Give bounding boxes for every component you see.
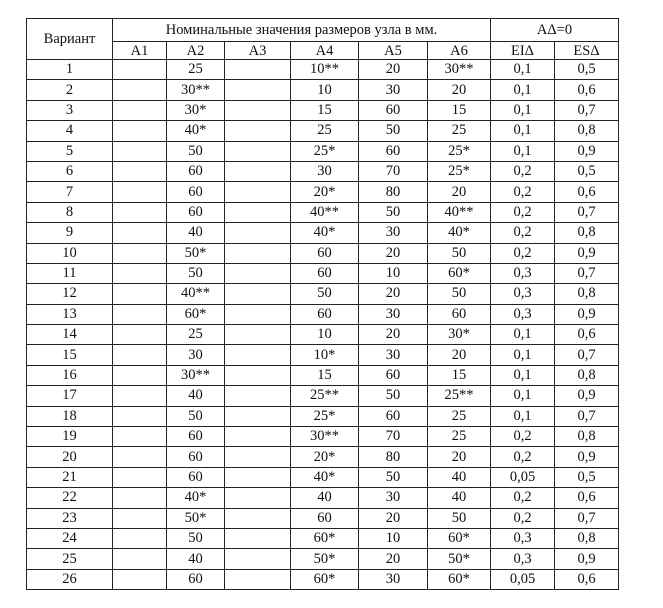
table-row bbox=[27, 121, 619, 141]
a3-cell bbox=[225, 100, 291, 120]
a1-cell bbox=[113, 447, 167, 467]
table-row bbox=[27, 325, 619, 345]
ei-cell: 0,1 bbox=[491, 121, 555, 141]
ei-cell: 0,2 bbox=[491, 447, 555, 467]
a6-cell: 25 bbox=[428, 121, 491, 141]
a2-cell: 40* bbox=[167, 488, 225, 508]
ei-cell: 0,1 bbox=[491, 386, 555, 406]
a5-cell: 30 bbox=[359, 304, 428, 324]
a5-cell: 30 bbox=[359, 488, 428, 508]
ei-cell: 0,3 bbox=[491, 304, 555, 324]
a4-cell: 10** bbox=[291, 60, 359, 80]
a3-cell bbox=[225, 386, 291, 406]
variant-cell: 22 bbox=[27, 488, 113, 508]
a1-cell bbox=[113, 263, 167, 283]
table-row bbox=[27, 427, 619, 447]
a6-cell: 40** bbox=[428, 202, 491, 222]
a4-cell: 40* bbox=[291, 467, 359, 487]
a3-cell bbox=[225, 161, 291, 181]
ei-cell: 0,2 bbox=[491, 508, 555, 528]
variant-cell: 12 bbox=[27, 284, 113, 304]
a5-cell: 30 bbox=[359, 569, 428, 589]
a5-cell: 20 bbox=[359, 508, 428, 528]
a6-cell: 60* bbox=[428, 569, 491, 589]
a4-cell: 15 bbox=[291, 365, 359, 385]
a6-cell: 25 bbox=[428, 427, 491, 447]
table-row bbox=[27, 386, 619, 406]
a6-cell: 50* bbox=[428, 549, 491, 569]
variant-cell: 2 bbox=[27, 80, 113, 100]
a1-cell bbox=[113, 161, 167, 181]
a4-cell: 10* bbox=[291, 345, 359, 365]
a2-cell: 40 bbox=[167, 386, 225, 406]
a1-cell bbox=[113, 467, 167, 487]
a2-cell: 25 bbox=[167, 60, 225, 80]
a2-cell: 50 bbox=[167, 141, 225, 161]
a6-cell: 15 bbox=[428, 100, 491, 120]
a1-cell bbox=[113, 202, 167, 222]
variant-cell: 1 bbox=[27, 60, 113, 80]
a5-cell: 60 bbox=[359, 100, 428, 120]
table-row bbox=[27, 406, 619, 426]
a1-cell bbox=[113, 304, 167, 324]
a4-cell: 50* bbox=[291, 549, 359, 569]
column-header-a1: А1 bbox=[113, 42, 167, 60]
a3-cell bbox=[225, 569, 291, 589]
a3-cell bbox=[225, 467, 291, 487]
a4-cell: 20* bbox=[291, 182, 359, 202]
a6-cell: 25** bbox=[428, 386, 491, 406]
a1-cell bbox=[113, 427, 167, 447]
table-row bbox=[27, 304, 619, 324]
column-header-a2: А2 bbox=[167, 42, 225, 60]
es-cell: 0,8 bbox=[555, 528, 619, 548]
ei-cell: 0,2 bbox=[491, 488, 555, 508]
a6-cell: 20 bbox=[428, 345, 491, 365]
a2-cell: 60 bbox=[167, 182, 225, 202]
table-row bbox=[27, 488, 619, 508]
a2-cell: 30 bbox=[167, 345, 225, 365]
ei-cell: 0,1 bbox=[491, 345, 555, 365]
a3-cell bbox=[225, 243, 291, 263]
a2-cell: 60 bbox=[167, 161, 225, 181]
a3-cell bbox=[225, 549, 291, 569]
a4-cell: 60 bbox=[291, 243, 359, 263]
a2-cell: 40* bbox=[167, 121, 225, 141]
a1-cell bbox=[113, 549, 167, 569]
column-header-ei: EIΔ bbox=[491, 42, 555, 60]
a5-cell: 80 bbox=[359, 447, 428, 467]
es-cell: 0,6 bbox=[555, 80, 619, 100]
variant-cell: 10 bbox=[27, 243, 113, 263]
a1-cell bbox=[113, 121, 167, 141]
a1-cell bbox=[113, 508, 167, 528]
es-cell: 0,5 bbox=[555, 161, 619, 181]
ei-cell: 0,1 bbox=[491, 325, 555, 345]
a2-cell: 40 bbox=[167, 549, 225, 569]
ei-cell: 0,3 bbox=[491, 263, 555, 283]
table-row bbox=[27, 569, 619, 589]
a1-cell bbox=[113, 528, 167, 548]
a6-cell: 40 bbox=[428, 488, 491, 508]
es-cell: 0,7 bbox=[555, 202, 619, 222]
a4-cell: 20* bbox=[291, 447, 359, 467]
table-row bbox=[27, 284, 619, 304]
ei-cell: 0,1 bbox=[491, 80, 555, 100]
a4-cell: 10 bbox=[291, 80, 359, 100]
variant-cell: 20 bbox=[27, 447, 113, 467]
a4-cell: 25* bbox=[291, 141, 359, 161]
a3-cell bbox=[225, 202, 291, 222]
a6-cell: 25* bbox=[428, 161, 491, 181]
a6-cell: 40 bbox=[428, 467, 491, 487]
table-row bbox=[27, 182, 619, 202]
ei-cell: 0,3 bbox=[491, 549, 555, 569]
variant-cell: 5 bbox=[27, 141, 113, 161]
es-cell: 0,7 bbox=[555, 263, 619, 283]
a3-cell bbox=[225, 60, 291, 80]
a1-cell bbox=[113, 345, 167, 365]
a2-cell: 60 bbox=[167, 427, 225, 447]
ei-cell: 0,2 bbox=[491, 427, 555, 447]
variant-cell: 24 bbox=[27, 528, 113, 548]
a4-cell: 60 bbox=[291, 263, 359, 283]
a6-cell: 20 bbox=[428, 447, 491, 467]
a4-cell: 40 bbox=[291, 488, 359, 508]
a4-cell: 25* bbox=[291, 406, 359, 426]
a3-cell bbox=[225, 182, 291, 202]
variant-cell: 21 bbox=[27, 467, 113, 487]
a5-cell: 60 bbox=[359, 406, 428, 426]
variant-cell: 3 bbox=[27, 100, 113, 120]
a2-cell: 60 bbox=[167, 447, 225, 467]
tolerance-header: АΔ=0 bbox=[491, 19, 619, 42]
a6-cell: 50 bbox=[428, 243, 491, 263]
a6-cell: 25* bbox=[428, 141, 491, 161]
ei-cell: 0,05 bbox=[491, 569, 555, 589]
a2-cell: 30** bbox=[167, 365, 225, 385]
a2-cell: 30** bbox=[167, 80, 225, 100]
variant-cell: 15 bbox=[27, 345, 113, 365]
variant-cell: 4 bbox=[27, 121, 113, 141]
table-row bbox=[27, 141, 619, 161]
ei-cell: 0,05 bbox=[491, 467, 555, 487]
column-header-a3: А3 bbox=[225, 42, 291, 60]
a3-cell bbox=[225, 263, 291, 283]
ei-cell: 0,1 bbox=[491, 100, 555, 120]
column-header-a5: А5 bbox=[359, 42, 428, 60]
table-row bbox=[27, 345, 619, 365]
a6-cell: 60* bbox=[428, 528, 491, 548]
es-cell: 0,8 bbox=[555, 284, 619, 304]
a5-cell: 60 bbox=[359, 141, 428, 161]
es-cell: 0,8 bbox=[555, 427, 619, 447]
a4-cell: 30 bbox=[291, 161, 359, 181]
es-cell: 0,6 bbox=[555, 488, 619, 508]
es-cell: 0,9 bbox=[555, 141, 619, 161]
a6-cell: 60* bbox=[428, 263, 491, 283]
a3-cell bbox=[225, 284, 291, 304]
a2-cell: 40** bbox=[167, 284, 225, 304]
table-row bbox=[27, 202, 619, 222]
table-row bbox=[27, 508, 619, 528]
es-cell: 0,9 bbox=[555, 549, 619, 569]
a2-cell: 25 bbox=[167, 325, 225, 345]
nominal-values-header: Номинальные значения размеров узла в мм. bbox=[113, 19, 491, 42]
dimensions-table-container bbox=[26, 18, 619, 590]
dimensions-table bbox=[26, 18, 619, 590]
column-header-a4: А4 bbox=[291, 42, 359, 60]
a3-cell bbox=[225, 304, 291, 324]
column-header-es: ESΔ bbox=[555, 42, 619, 60]
es-cell: 0,9 bbox=[555, 447, 619, 467]
a5-cell: 50 bbox=[359, 467, 428, 487]
a3-cell bbox=[225, 427, 291, 447]
variant-cell: 7 bbox=[27, 182, 113, 202]
a4-cell: 60* bbox=[291, 569, 359, 589]
a6-cell: 30** bbox=[428, 60, 491, 80]
a4-cell: 10 bbox=[291, 325, 359, 345]
a4-cell: 60 bbox=[291, 508, 359, 528]
a1-cell bbox=[113, 182, 167, 202]
a6-cell: 15 bbox=[428, 365, 491, 385]
a3-cell bbox=[225, 80, 291, 100]
variant-cell: 16 bbox=[27, 365, 113, 385]
a5-cell: 30 bbox=[359, 80, 428, 100]
ei-cell: 0,1 bbox=[491, 365, 555, 385]
table-row bbox=[27, 100, 619, 120]
es-cell: 0,9 bbox=[555, 386, 619, 406]
variant-cell: 11 bbox=[27, 263, 113, 283]
table-body bbox=[27, 60, 619, 590]
a5-cell: 50 bbox=[359, 202, 428, 222]
a1-cell bbox=[113, 386, 167, 406]
es-cell: 0,5 bbox=[555, 60, 619, 80]
a4-cell: 30** bbox=[291, 427, 359, 447]
table-row bbox=[27, 243, 619, 263]
variant-cell: 19 bbox=[27, 427, 113, 447]
variant-cell: 8 bbox=[27, 202, 113, 222]
a5-cell: 10 bbox=[359, 263, 428, 283]
a1-cell bbox=[113, 100, 167, 120]
es-cell: 0,8 bbox=[555, 365, 619, 385]
a2-cell: 30* bbox=[167, 100, 225, 120]
a5-cell: 10 bbox=[359, 528, 428, 548]
a5-cell: 60 bbox=[359, 365, 428, 385]
a4-cell: 60* bbox=[291, 528, 359, 548]
a4-cell: 25** bbox=[291, 386, 359, 406]
a3-cell bbox=[225, 223, 291, 243]
a2-cell: 60 bbox=[167, 467, 225, 487]
a3-cell bbox=[225, 508, 291, 528]
table-row bbox=[27, 528, 619, 548]
a5-cell: 30 bbox=[359, 345, 428, 365]
a1-cell bbox=[113, 223, 167, 243]
variant-cell: 18 bbox=[27, 406, 113, 426]
table-row bbox=[27, 60, 619, 80]
table-row bbox=[27, 161, 619, 181]
es-cell: 0,8 bbox=[555, 223, 619, 243]
variant-cell: 6 bbox=[27, 161, 113, 181]
es-cell: 0,7 bbox=[555, 345, 619, 365]
a3-cell bbox=[225, 121, 291, 141]
a4-cell: 40** bbox=[291, 202, 359, 222]
ei-cell: 0,2 bbox=[491, 243, 555, 263]
a6-cell: 30* bbox=[428, 325, 491, 345]
a5-cell: 30 bbox=[359, 223, 428, 243]
es-cell: 0,8 bbox=[555, 121, 619, 141]
a5-cell: 20 bbox=[359, 243, 428, 263]
ei-cell: 0,3 bbox=[491, 284, 555, 304]
es-cell: 0,5 bbox=[555, 467, 619, 487]
variant-cell: 26 bbox=[27, 569, 113, 589]
a3-cell bbox=[225, 406, 291, 426]
ei-cell: 0,1 bbox=[491, 406, 555, 426]
a4-cell: 50 bbox=[291, 284, 359, 304]
variant-cell: 9 bbox=[27, 223, 113, 243]
a1-cell bbox=[113, 284, 167, 304]
es-cell: 0,6 bbox=[555, 182, 619, 202]
a3-cell bbox=[225, 528, 291, 548]
ei-cell: 0,1 bbox=[491, 141, 555, 161]
a1-cell bbox=[113, 60, 167, 80]
a2-cell: 50* bbox=[167, 243, 225, 263]
variant-cell: 17 bbox=[27, 386, 113, 406]
ei-cell: 0,3 bbox=[491, 528, 555, 548]
table-row bbox=[27, 467, 619, 487]
ei-cell: 0,2 bbox=[491, 161, 555, 181]
a5-cell: 20 bbox=[359, 284, 428, 304]
a1-cell bbox=[113, 325, 167, 345]
a5-cell: 20 bbox=[359, 325, 428, 345]
ei-cell: 0,2 bbox=[491, 223, 555, 243]
es-cell: 0,7 bbox=[555, 406, 619, 426]
a1-cell bbox=[113, 406, 167, 426]
es-cell: 0,7 bbox=[555, 100, 619, 120]
a3-cell bbox=[225, 325, 291, 345]
variant-cell: 25 bbox=[27, 549, 113, 569]
a6-cell: 20 bbox=[428, 80, 491, 100]
column-header-a6: А6 bbox=[428, 42, 491, 60]
ei-cell: 0,2 bbox=[491, 182, 555, 202]
a4-cell: 40* bbox=[291, 223, 359, 243]
table-row bbox=[27, 447, 619, 467]
a5-cell: 70 bbox=[359, 427, 428, 447]
table-row bbox=[27, 263, 619, 283]
a1-cell bbox=[113, 141, 167, 161]
a4-cell: 25 bbox=[291, 121, 359, 141]
a2-cell: 50 bbox=[167, 528, 225, 548]
a2-cell: 50 bbox=[167, 263, 225, 283]
es-cell: 0,7 bbox=[555, 508, 619, 528]
a1-cell bbox=[113, 80, 167, 100]
ei-cell: 0,2 bbox=[491, 202, 555, 222]
a2-cell: 50* bbox=[167, 508, 225, 528]
a6-cell: 40* bbox=[428, 223, 491, 243]
ei-cell: 0,1 bbox=[491, 60, 555, 80]
table-row bbox=[27, 223, 619, 243]
a1-cell bbox=[113, 243, 167, 263]
a2-cell: 50 bbox=[167, 406, 225, 426]
a5-cell: 20 bbox=[359, 549, 428, 569]
a2-cell: 60 bbox=[167, 202, 225, 222]
a5-cell: 50 bbox=[359, 121, 428, 141]
a5-cell: 50 bbox=[359, 386, 428, 406]
a3-cell bbox=[225, 488, 291, 508]
a6-cell: 20 bbox=[428, 182, 491, 202]
variant-cell: 14 bbox=[27, 325, 113, 345]
table-row bbox=[27, 365, 619, 385]
variant-cell: 13 bbox=[27, 304, 113, 324]
variant-cell: 23 bbox=[27, 508, 113, 528]
a3-cell bbox=[225, 447, 291, 467]
a6-cell: 50 bbox=[428, 508, 491, 528]
table-row bbox=[27, 80, 619, 100]
es-cell: 0,6 bbox=[555, 569, 619, 589]
a4-cell: 60 bbox=[291, 304, 359, 324]
a1-cell bbox=[113, 488, 167, 508]
a6-cell: 60 bbox=[428, 304, 491, 324]
a1-cell bbox=[113, 569, 167, 589]
es-cell: 0,9 bbox=[555, 243, 619, 263]
variant-header: Вариант bbox=[27, 19, 113, 60]
table-row bbox=[27, 549, 619, 569]
a6-cell: 50 bbox=[428, 284, 491, 304]
es-cell: 0,6 bbox=[555, 325, 619, 345]
a1-cell bbox=[113, 365, 167, 385]
es-cell: 0,9 bbox=[555, 304, 619, 324]
a5-cell: 70 bbox=[359, 161, 428, 181]
a3-cell bbox=[225, 141, 291, 161]
a2-cell: 60* bbox=[167, 304, 225, 324]
a6-cell: 25 bbox=[428, 406, 491, 426]
a3-cell bbox=[225, 365, 291, 385]
a2-cell: 60 bbox=[167, 569, 225, 589]
a3-cell bbox=[225, 345, 291, 365]
a5-cell: 80 bbox=[359, 182, 428, 202]
a2-cell: 40 bbox=[167, 223, 225, 243]
a5-cell: 20 bbox=[359, 60, 428, 80]
a4-cell: 15 bbox=[291, 100, 359, 120]
